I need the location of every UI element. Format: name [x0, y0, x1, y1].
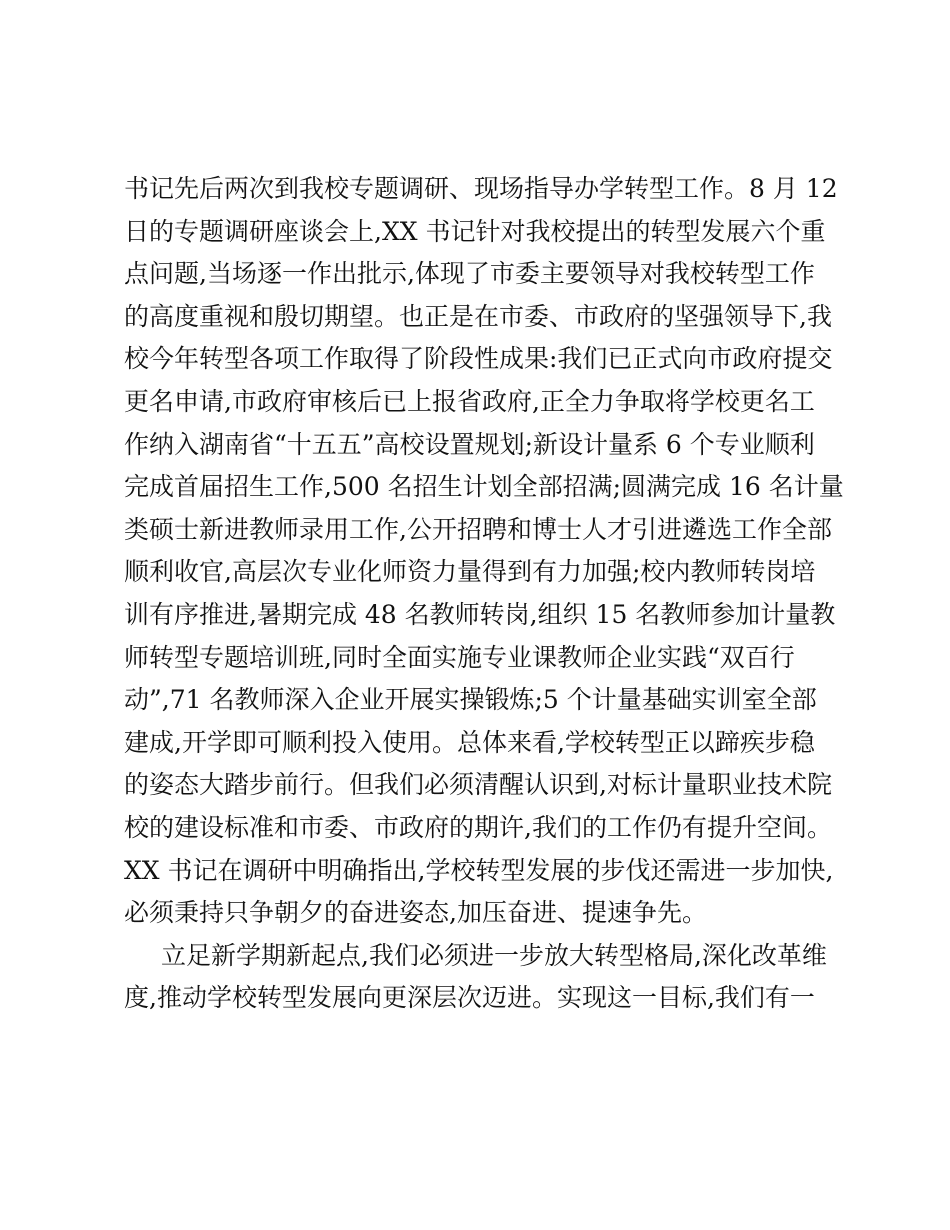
text-line: 动”,71 名教师深入企业开展实操锻炼;5 个计量基础实训室全部 [124, 685, 817, 715]
body-text [124, 168, 844, 1020]
text-line: 顺利收官,高层次专业化师资力量得到有力加强;校内教师转岗培 [124, 557, 816, 587]
text-line: 类硕士新进教师录用工作,公开招聘和博士人才引进遴选工作全部 [124, 514, 832, 544]
text-line: 校的建设标准和市委、市政府的期许,我们的工作仍有提升空间。 [124, 812, 832, 842]
text-line: 作纳入湖南省“十五五”高校设置规划;新设计量系 6 个专业顺利 [124, 429, 815, 459]
text-line: 师转型专题培训班,同时全面实施专业课教师企业实践“双百行 [124, 642, 795, 672]
text-line: 点问题,当场逐一作出批示,体现了市委主要领导对我校转型工作 [124, 259, 815, 289]
text-line: 更名申请,市政府审核后已上报省政府,正全力争取将学校更名工 [124, 386, 815, 416]
text-line: 的高度重视和殷切期望。也正是在市委、市政府的坚强领导下,我 [124, 301, 832, 331]
text-line: 训有序推进,暑期完成 48 名教师转岗,组织 15 名教师参加计量教 [124, 599, 836, 629]
text-line: 完成首届招生工作,500 名招生计划全部招满;圆满完成 16 名计量 [124, 472, 844, 502]
text-line: 日的专题调研座谈会上,XX 书记针对我校提出的转型发展六个重 [124, 216, 826, 246]
text-line: XX 书记在调研中明确指出,学校转型发展的步伐还需进一步加快, [124, 855, 834, 885]
text-line: 的姿态大踏步前行。但我们必须清醒认识到,对标计量职业技术院 [124, 770, 832, 800]
text-line: 必须秉持只争朝夕的奋进姿态,加压奋进、提速争先。 [124, 898, 707, 928]
text-line: 书记先后两次到我校专题调研、现场指导办学转型工作。8 月 12 [124, 174, 838, 203]
text-line: 校今年转型各项工作取得了阶段性成果:我们已正式向市政府提交 [124, 344, 833, 374]
text-line: 度,推动学校转型发展向更深层次迈进。实现这一目标,我们有一 [124, 983, 815, 1013]
paragraph-start-line: 立足新学期新起点,我们必须进一步放大转型格局,深化改革维 [161, 940, 827, 970]
text-line: 建成,开学即可顺利投入使用。总体来看,学校转型正以蹄疾步稳 [124, 727, 815, 757]
